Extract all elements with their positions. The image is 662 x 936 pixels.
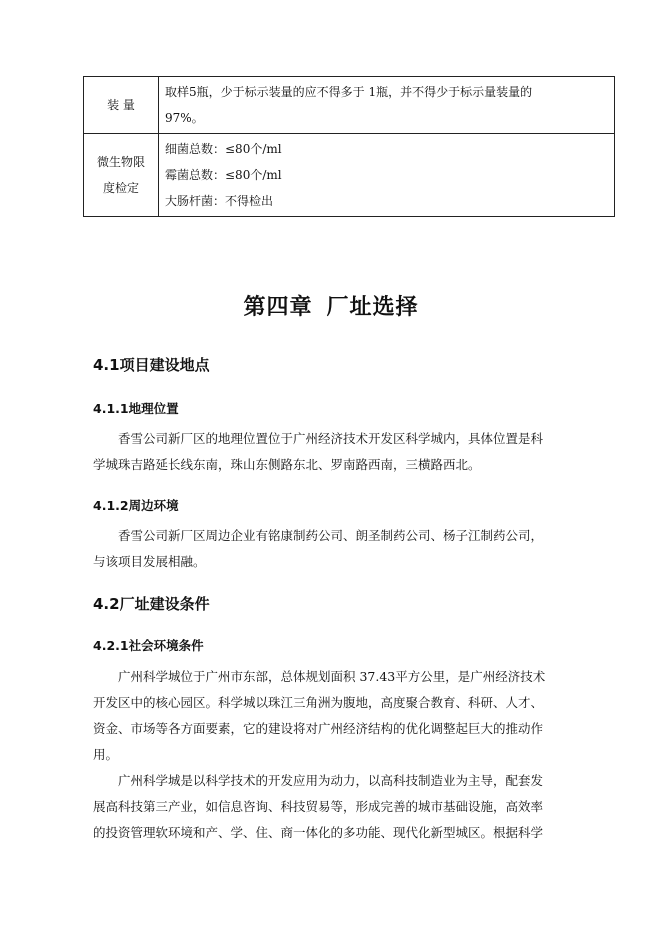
subsection-heading-4-2-1: 4.2.1社会环境条件 <box>93 638 204 653</box>
chapter-heading: 厂址选择 <box>326 295 419 320</box>
paragraph-social-environment <box>93 664 563 768</box>
table-row <box>84 77 615 134</box>
cell-line: 细菌总数：≤80个/ml <box>165 142 282 156</box>
text-line: 的投资管理软环境和产、学、住、商一体化的多功能、现代化新型城区。根据科学 <box>93 825 544 840</box>
text-line: 开发区中的核心园区。科学城以珠江三角洲为腹地，高度聚合教育、科研、人才、 <box>93 695 544 710</box>
cell-line: 97%。 <box>165 111 204 125</box>
paragraph-surroundings <box>93 523 563 575</box>
cell-line: 取样5瓶，少于标示装量的应不得多于 1瓶，并不得少于标示量装量的 <box>165 85 533 99</box>
subsection-heading-4-1-1: 4.1.1地理位置 <box>93 401 179 416</box>
text-line: 香雪公司新厂区的地理位置位于广州经济技术开发区科学城内，具体位置是科 <box>118 431 544 446</box>
table-row <box>84 134 615 217</box>
row-value-microbial-limit <box>159 134 615 217</box>
row-label-microbial-limit <box>84 134 159 217</box>
text-line: 广州科学城是以科学技术的开发应用为动力，以高科技制造业为主导，配套发 <box>118 773 544 788</box>
label-line: 度检定 <box>102 181 139 195</box>
text-line: 用。 <box>93 747 119 762</box>
row-value-fill-volume <box>159 77 615 134</box>
subsection-heading-4-1-2: 4.1.2周边环境 <box>93 498 179 513</box>
quality-spec-table <box>83 76 615 217</box>
label-line: 微生物限 <box>96 155 145 169</box>
paragraph-location <box>93 426 563 478</box>
section-heading-4-1: 4.1项目建设地点 <box>93 356 210 374</box>
row-label-fill-volume: 装 量 <box>84 77 159 134</box>
chapter-number: 第四章 <box>243 295 313 320</box>
section-heading-4-2: 4.2厂址建设条件 <box>93 595 210 613</box>
cell-line: 大肠杆菌：不得检出 <box>165 194 274 208</box>
text-line: 资金、市场等各方面要素，它的建设将对广州经济结构的优化调整起巨大的推动作 <box>93 721 544 736</box>
cell-line: 霉菌总数：≤80个/ml <box>165 168 282 182</box>
chapter-title <box>0 290 662 321</box>
text-line: 广州科学城位于广州市东部，总体规划面积 37.43平方公里，是广州经济技术 <box>118 669 546 684</box>
text-line: 与该项目发展相融。 <box>93 554 206 569</box>
paragraph-science-city <box>93 768 563 846</box>
text-line: 展高科技第三产业，如信息咨询、科技贸易等，形成完善的城市基础设施，高效率 <box>93 799 544 814</box>
text-line: 香雪公司新厂区周边企业有铭康制药公司、朗圣制药公司、杨子江制药公司， <box>118 528 544 543</box>
text-line: 学城珠吉路延长线东南，珠山东侧路东北、罗南路西南，三横路西北。 <box>93 457 481 472</box>
